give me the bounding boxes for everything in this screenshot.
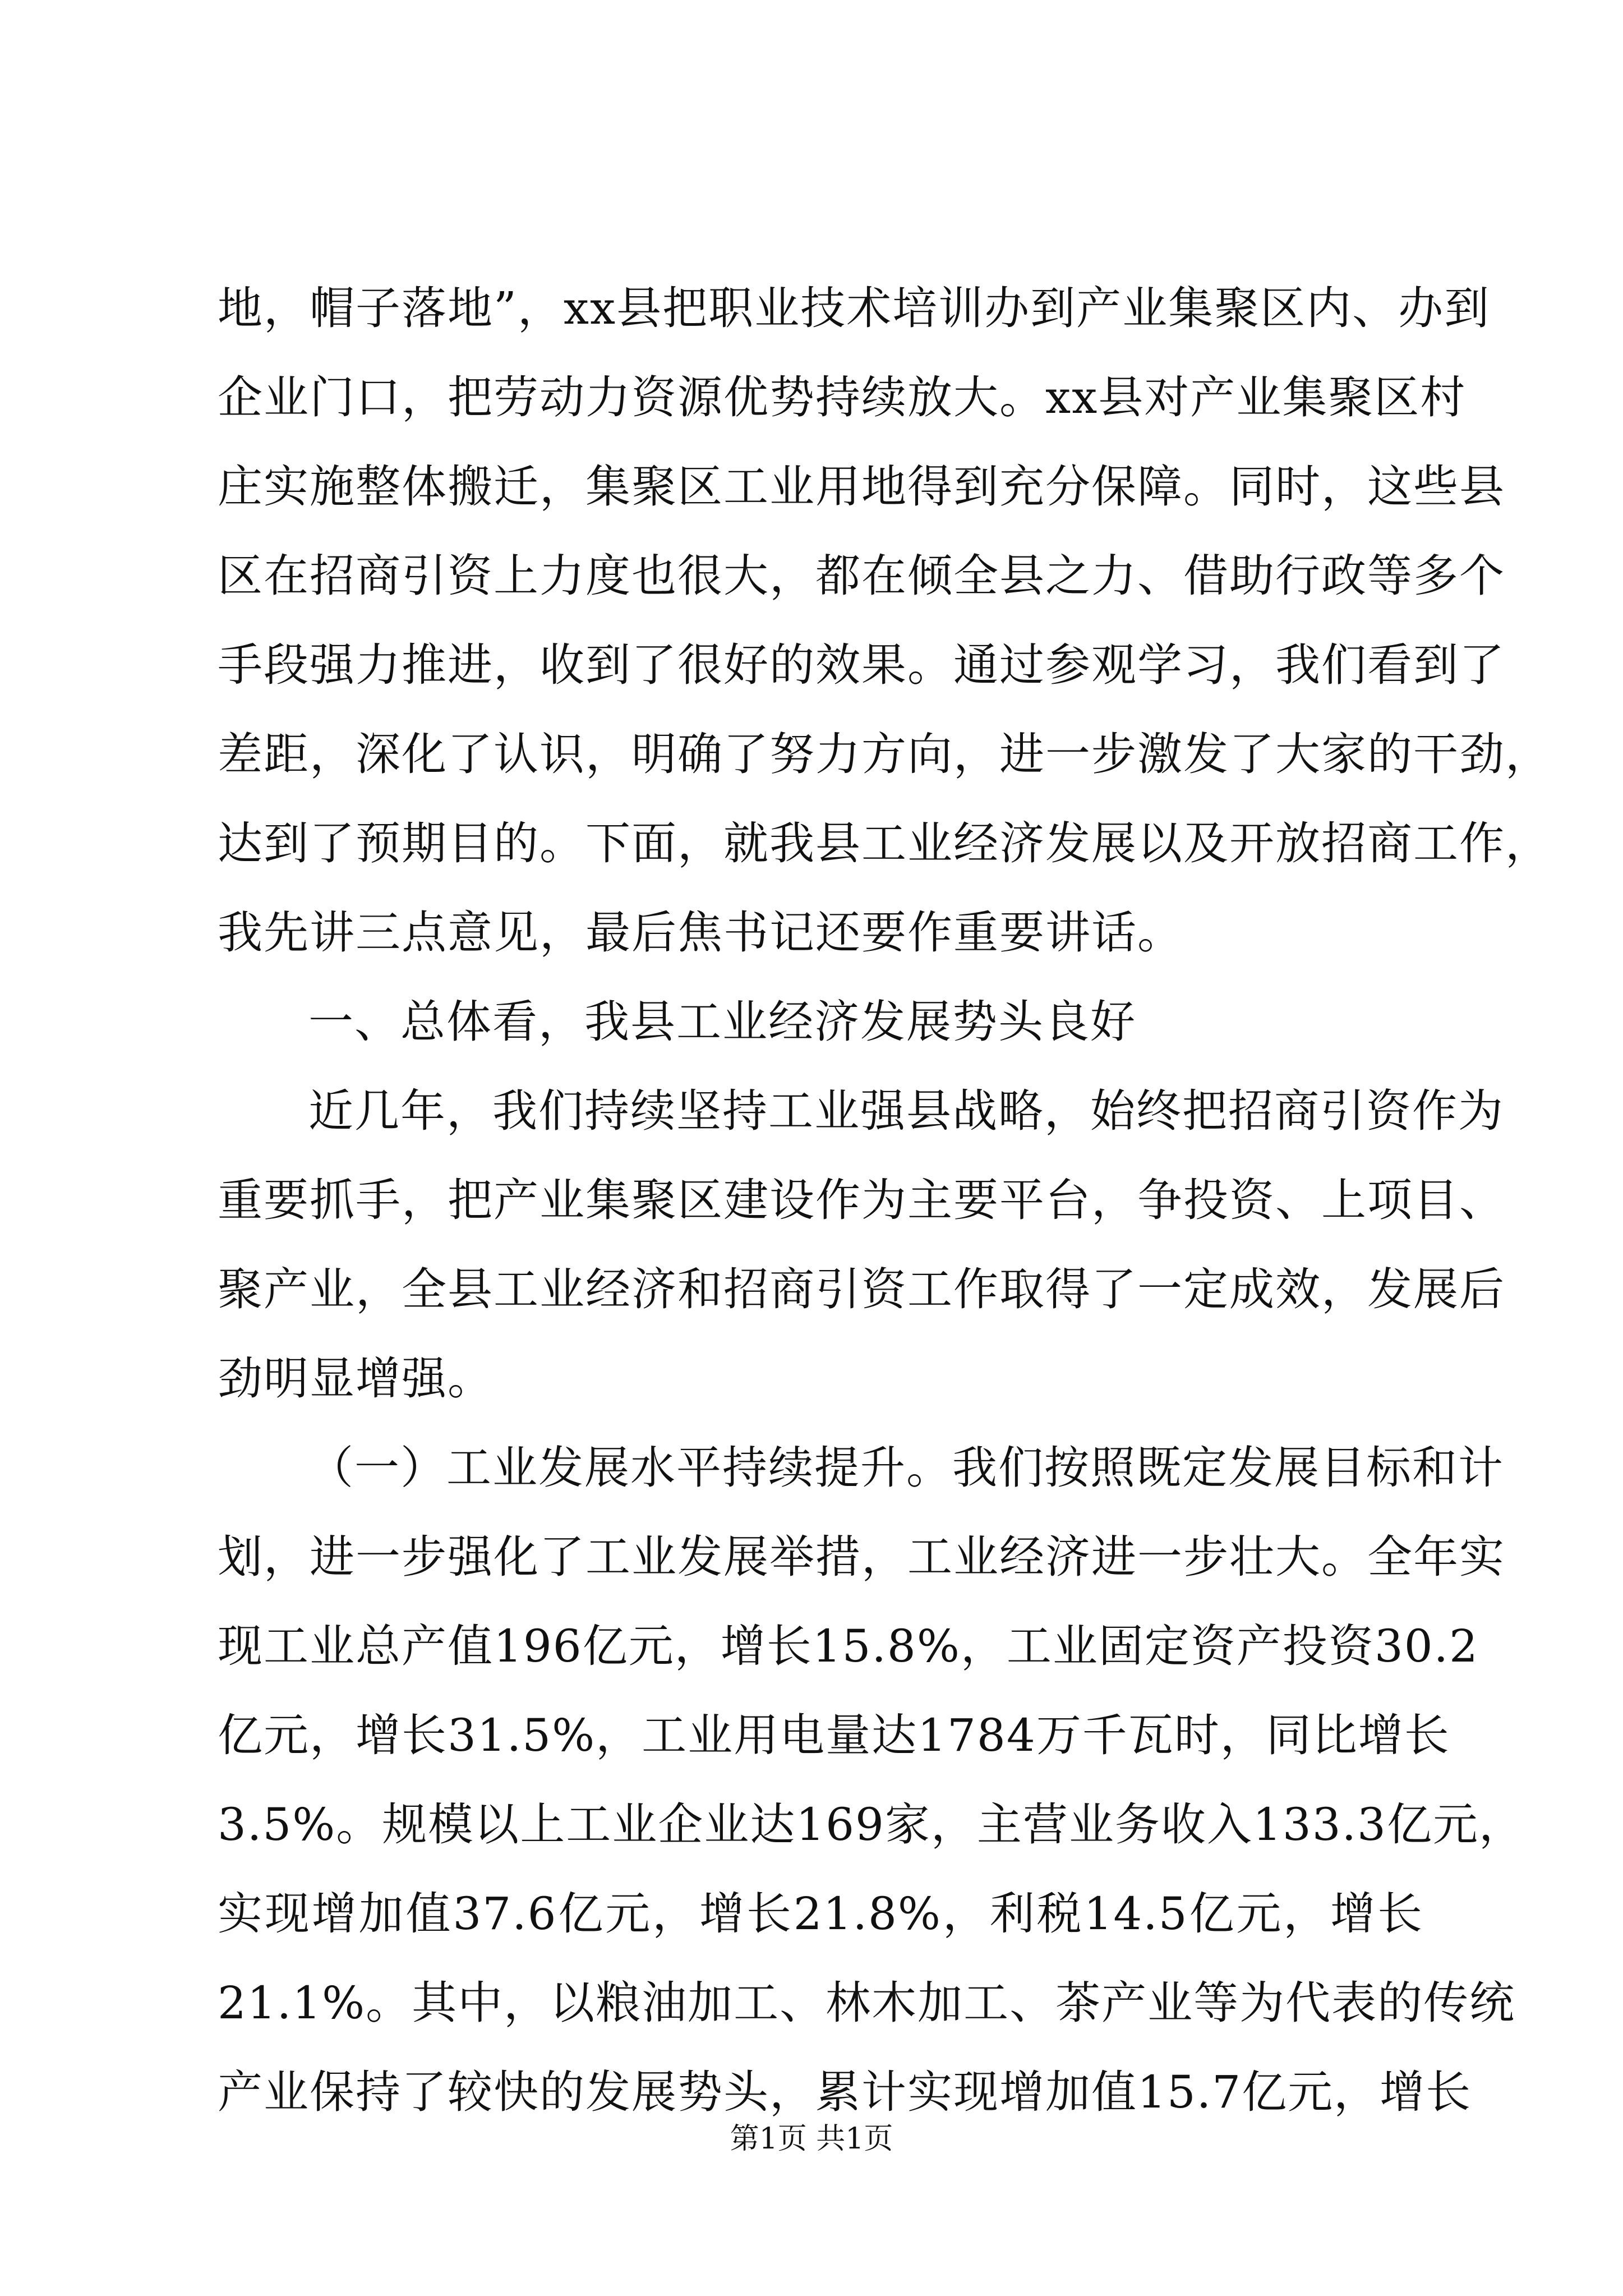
text-line: 21.1%。其中，以粮油加工、林木加工、茶产业等为代表的传统 — [218, 1977, 1516, 2029]
text-line: 差距，深化了认识，明确了努力方向，进一步激发了大家的干劲， — [218, 728, 1551, 780]
text-line: 划，进一步强化了工业发展举措，工业经济进一步壮大。全年实 — [218, 1531, 1505, 1583]
text-line: 劲明显增强。 — [218, 1352, 494, 1405]
text-line: 亿元，增长31.5%，工业用电量达1784万千瓦时，同比增长 — [218, 1709, 1450, 1761]
text-line: 地，帽子落地”，xx县把职业技术培训办到产业集聚区内、办到 — [218, 282, 1491, 334]
page-number-footer: 第1页 共1页 — [730, 2122, 893, 2156]
text-line: 达到了预期目的。下面，就我县工业经济发展以及开放招商工作， — [218, 817, 1551, 869]
document-body — [218, 264, 1551, 2137]
text-line: 聚产业，全县工业经济和招商引资工作取得了一定成效，发展后 — [218, 1263, 1505, 1315]
text-line: 我先讲三点意见，最后焦书记还要作重要讲话。 — [218, 907, 1183, 959]
text-line: 现工业总产值196亿元，增长15.8%，工业固定资产投资30.2 — [218, 1620, 1479, 1672]
text-line: 区在招商引资上力度也很大，都在倾全县之力、借助行政等多个 — [218, 550, 1505, 602]
text-line: 近几年，我们持续坚持工业强县战略，始终把招商引资作为 — [308, 1085, 1504, 1137]
text-line: 手段强力推进，收到了很好的效果。通过参观学习，我们看到了 — [218, 639, 1505, 691]
text-line: 产业保持了较快的发展势头，累计实现增加值15.7亿元，增长 — [218, 2066, 1472, 2118]
text-line: 重要抓手，把产业集聚区建设作为主要平台，争投资、上项目、 — [218, 1174, 1505, 1226]
text-line: 实现增加值37.6亿元，增长21.8%，利税14.5亿元，增长 — [218, 1888, 1423, 1940]
text-line: 3.5%。规模以上工业企业达169家，主营业务收入133.3亿元， — [218, 1798, 1525, 1851]
section-heading: 一、总体看，我县工业经济发展势头良好 — [308, 996, 1136, 1048]
subsection-line: （一）工业发展水平持续提升。我们按照既定发展目标和计 — [308, 1442, 1504, 1494]
text-line: 庄实施整体搬迁，集聚区工业用地得到充分保障。同时，这些县 — [218, 461, 1505, 513]
text-line: 企业门口，把劳动力资源优势持续放大。xx县对产业集聚区村 — [218, 371, 1467, 424]
